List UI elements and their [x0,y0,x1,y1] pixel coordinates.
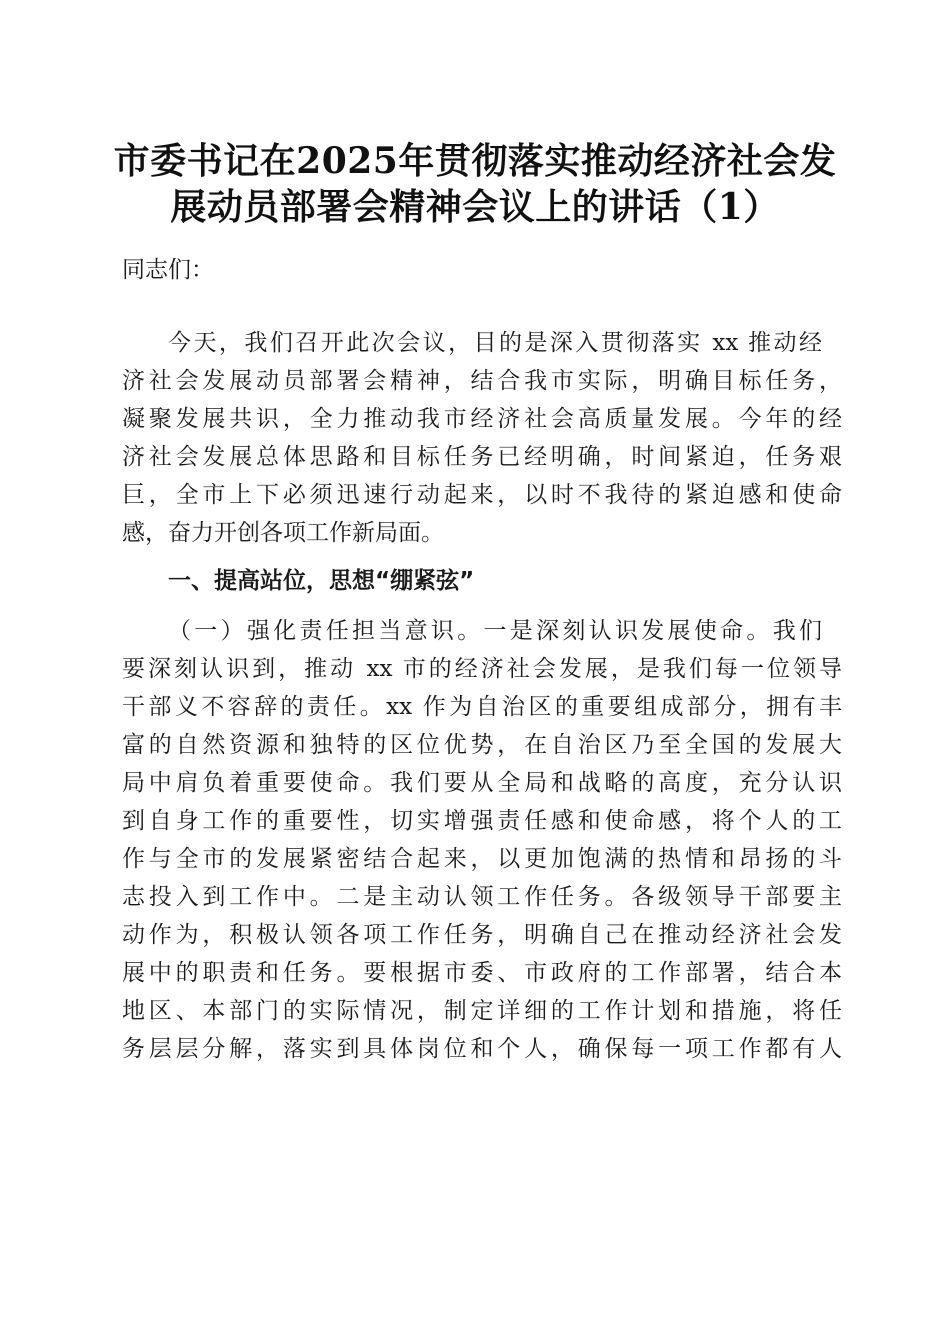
document-title-line-2: 展动员部署会精神会议上的讲话（1） [170,186,780,228]
paragraph-line: 到自身工作的重要性，切实增强责任感和使命感，将个人的工 [122,808,842,834]
paragraph-line: 作与全市的发展紧密结合起来，以更加饱满的热情和昂扬的斗 [122,846,842,872]
paragraph-line: 务层层分解，落实到具体岗位和个人，确保每一项工作都有人 [122,1036,842,1062]
paragraph-line: 干部义不容辞的责任。xx 作为自治区的重要组成部分，拥有丰 [122,694,842,720]
paragraph-line: 今天，我们召开此次会议，目的是深入贯彻落实 xx 推动经 [168,330,822,356]
paragraph-line: 济社会发展总体思路和目标任务已经明确，时间紧迫，任务艰 [122,444,842,470]
paragraph-line: 富的自然资源和独特的区位优势，在自治区乃至全国的发展大 [122,732,842,758]
paragraph-line: 展中的职责和任务。要根据市委、市政府的工作部署，结合本 [122,960,842,986]
paragraph-line: 感，奋力开创各项工作新局面。 [122,520,444,546]
paragraph-line: 地区、本部门的实际情况，制定详细的工作计划和措施，将任 [122,998,842,1024]
section-heading: 一、提高站位，思想“绷紧弦” [168,568,475,594]
paragraph-line: 志投入到工作中。二是主动认领工作任务。各级领导干部要主 [122,884,842,910]
paragraph-line: 动作为，积极认领各项工作任务，明确自己在推动经济社会发 [122,922,842,948]
salutation: 同志们： [122,257,214,283]
paragraph-line: （一）强化责任担当意识。一是深刻认识发展使命。我们 [168,618,822,644]
paragraph-line: 济社会发展动员部署会精神，结合我市实际，明确目标任务， [122,368,842,394]
paragraph-line: 凝聚发展共识，全力推动我市经济社会高质量发展。今年的经 [122,406,842,432]
paragraph-line: 巨，全市上下必须迅速行动起来，以时不我待的紧迫感和使命 [122,482,842,508]
document-title-line-1: 市委书记在2025年贯彻落实推动经济社会发 [113,140,837,182]
paragraph-line: 要深刻认识到，推动 xx 市的经济社会发展，是我们每一位领导 [122,656,842,682]
paragraph-line: 局中肩负着重要使命。我们要从全局和战略的高度，充分认识 [122,770,842,796]
